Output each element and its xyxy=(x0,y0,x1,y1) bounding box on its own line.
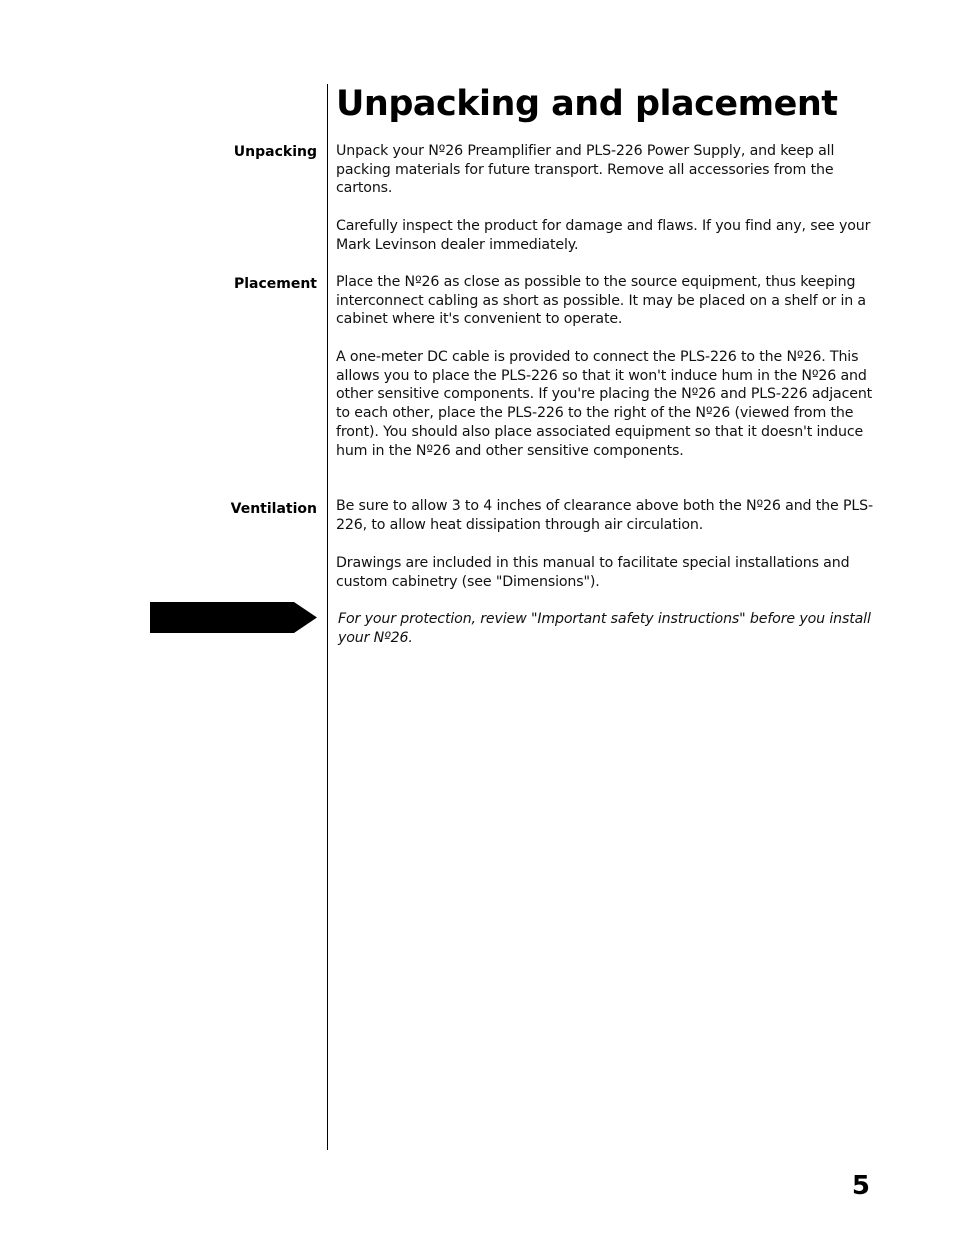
placement-paragraph-2: A one-meter DC cable is provided to connect the PLS-226 to the Nº26. This allows you to place the PLS-226 so that it won't induce hum in the Nº26 and other sensitive components. If you're placing the Nº26 and PLS-226 adjacent to each other, place the PLS-226 to the right of the Nº26 (viewed from the front). You should also place associated equipment so that it doesn't induce hum in the Nº26 and other sensitive components. xyxy=(336,349,873,459)
section-heading-ventilation: Ventilation xyxy=(230,501,317,517)
section-heading-unpacking: Unpacking xyxy=(233,144,317,160)
column-divider xyxy=(327,84,328,1150)
unpacking-paragraph-2: Carefully inspect the product for damage and flaws. If you find any, see your Mark Levinson dealer immediately. xyxy=(336,218,871,253)
page-number: 5 xyxy=(851,1171,870,1201)
unpacking-paragraph-1: Unpack your Nº26 Preamplifier and PLS-226 Power Supply, and keep all packing materials for future transport. Remove all accessories from the cartons. xyxy=(336,143,835,197)
section-heading-placement: Placement xyxy=(233,276,317,292)
ventilation-paragraph-2: Drawings are included in this manual to facilitate special installations and custom cabinetry (see "Dimensions"). xyxy=(336,555,850,590)
placement-paragraph-1: Place the Nº26 as close as possible to the source equipment, thus keeping interconnect cabling as short as possible. It may be placed on a shelf or in a cabinet where it's convenient to operate. xyxy=(336,274,866,328)
page-title: Unpacking and placement xyxy=(336,84,838,124)
ventilation-paragraph-1: Be sure to allow 3 to 4 inches of clearance above both the Nº26 and the PLS-226, to allow heat dissipation through air circulation. xyxy=(336,498,873,533)
safety-note: For your protection, review "Important safety instructions" before you install your Nº26. xyxy=(338,611,871,646)
arrow-right-icon xyxy=(150,602,317,633)
